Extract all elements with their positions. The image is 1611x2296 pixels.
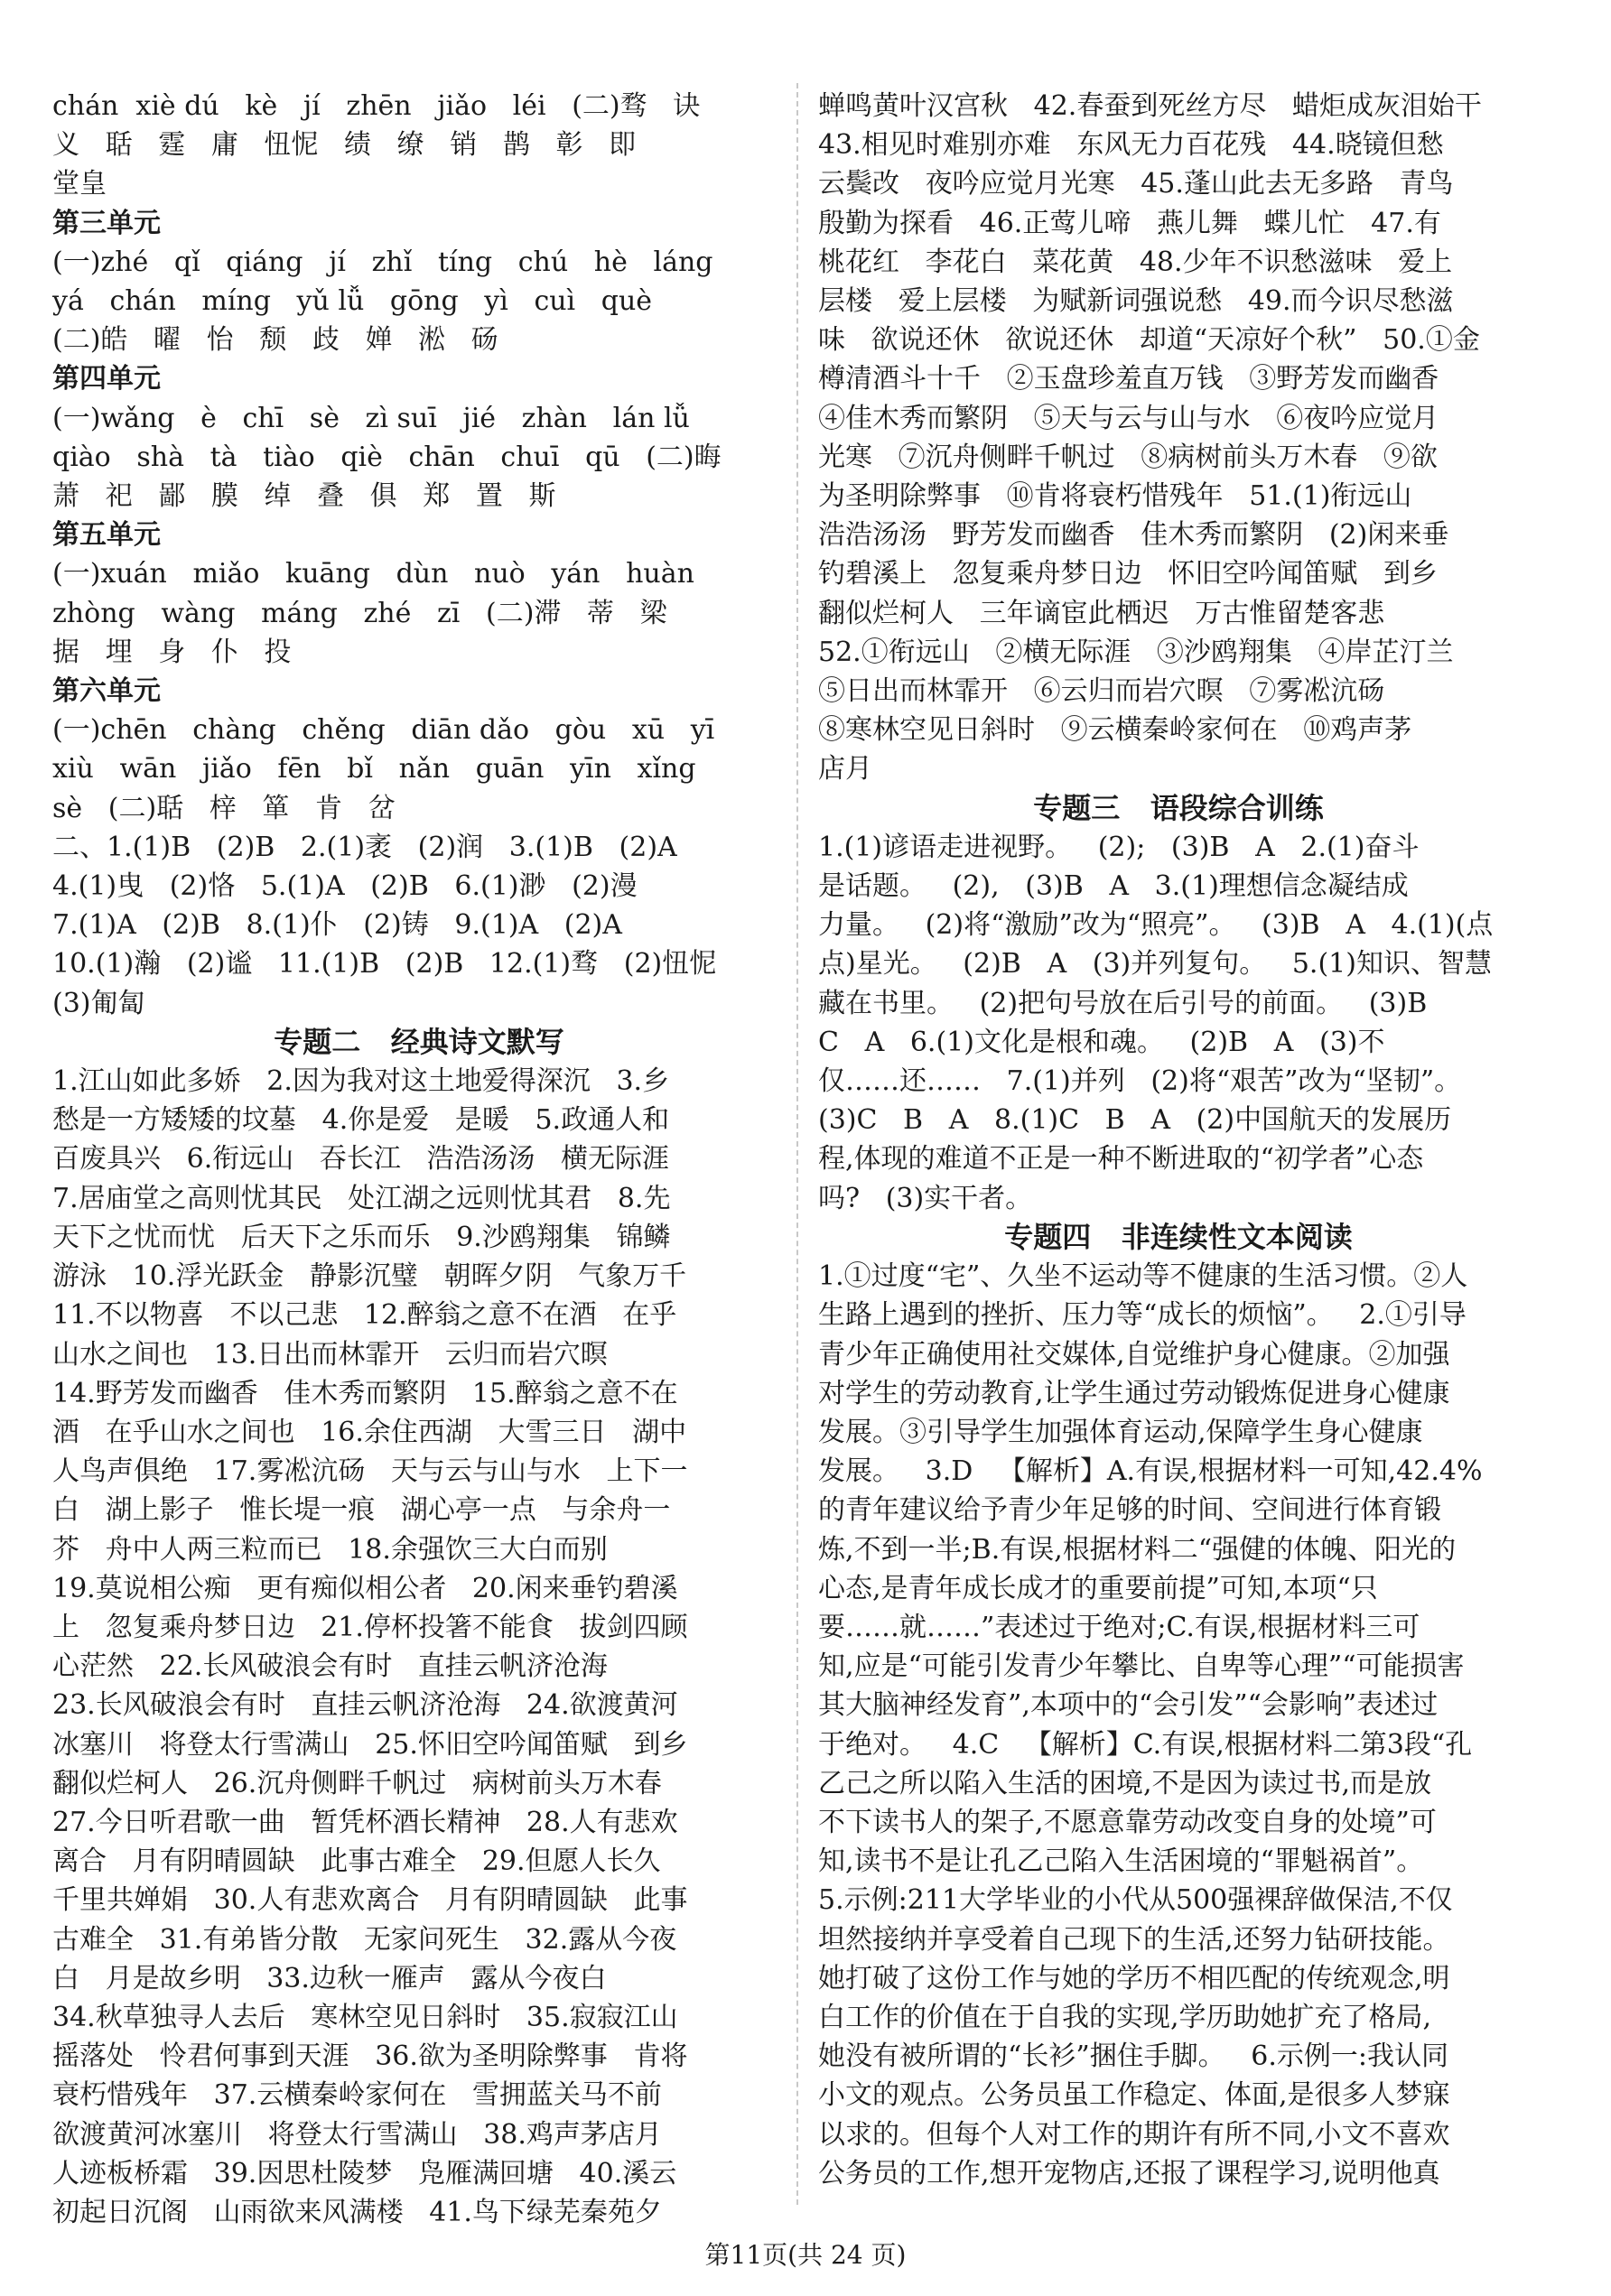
unit-heading: 第六单元 [52, 675, 161, 708]
answer-line: 11.不以物喜 不以己悲 12.醉翁之意不在酒 在乎 [52, 1299, 677, 1332]
unit-heading: 第四单元 [52, 363, 161, 395]
answer-line: 桃花红 李花白 菜花黄 48.少年不识愁滋味 爱上 [818, 246, 1453, 278]
answer-line: 坦然接纳并享受着自己现下的生活,还努力钻研技能。 [818, 1923, 1450, 1956]
section-title: 专题二 经典诗文默写 [274, 1024, 564, 1059]
section-title: 专题四 非连续性文本阅读 [1004, 1219, 1353, 1254]
answer-line: 云鬓改 夜吟应觉月光寒 45.蓬山此去无多路 青鸟 [818, 168, 1454, 200]
answer-line: (一)chēn chàng chěng diān dǎo gòu xū yī [52, 714, 715, 747]
answer-line: 于绝对。 4.C 【解析】C.有误,根据材料二第3段“孔 [818, 1728, 1473, 1761]
answer-line: 初起日沉阁 山雨欲来风满楼 41.鸟下绿芜秦苑夕 [52, 2196, 662, 2228]
answer-line: 对学生的劳动教育,让学生通过劳动锻炼促进身心健康 [818, 1377, 1450, 1409]
answer-line: zhòng wàng máng zhé zī (二)滞 蒂 梁 [52, 597, 667, 629]
answer-line: 白工作的价值在于自我的实现,学历助她扩充了格局, [818, 2001, 1432, 2033]
answer-line: 千里共婵娟 30.人有悲欢离合 月有阴晴圆缺 此事 [52, 1884, 688, 1917]
answer-line: (3)匍匐 [52, 987, 145, 1019]
answer-line: 义 聒 霆 庸 忸怩 绩 缭 销 鹊 彰 即 [52, 129, 637, 162]
answer-line: 为圣明除弊事 ⑩肯将衰朽惜残年 51.(1)衔远山 [818, 480, 1412, 513]
answer-line: ④佳木秀而繁阴 ⑤天与云与山与水 ⑥夜吟应觉月 [818, 402, 1439, 434]
answer-line: 芥 舟中人两三粒而已 18.余强饮三大白而别 [52, 1533, 608, 1566]
answer-line: 43.相见时难别亦难 东风无力百花残 44.晓镜但愁 [818, 129, 1444, 162]
answer-line: 青少年正确使用社交媒体,自觉维护身心健康。②加强 [818, 1338, 1450, 1371]
answer-line: 层楼 爱上层楼 为赋新词强说愁 49.而今识尽愁滋 [818, 285, 1454, 318]
answer-line: 上 忽复乘舟梦日边 21.停杯投箸不能食 拔剑四顾 [52, 1611, 688, 1643]
answer-line: 公务员的工作,想开宠物店,还报了课程学习,说明他真 [818, 2157, 1440, 2189]
answer-line: 34.秋草独寻人去后 寒林空见日斜时 35.寂寂江山 [52, 2001, 678, 2033]
answer-line: 的青年建议给予青少年足够的时间、空间进行体育锻 [818, 1494, 1441, 1527]
answer-line: 古难全 31.有弟皆分散 无家问死生 32.露从今夜 [52, 1923, 677, 1956]
answer-line: 1.①过度“宅”、久坐不运动等不健康的生活习惯。②人 [818, 1260, 1468, 1293]
answer-line: 仅……还…… 7.(1)并列 (2)将“艰苦”改为“坚韧”。 [818, 1065, 1462, 1098]
answer-line: 炼,不到一半;B.有误,根据材料二“强健的体魄、阳光的 [818, 1533, 1457, 1566]
answer-line: 其大脑神经发育”,本项中的“会引发”“会影响”表述过 [818, 1689, 1439, 1722]
answer-line: 冰塞川 将登太行雪满山 25.怀旧空吟闻笛赋 到乡 [52, 1728, 688, 1761]
answer-line: ⑤日出而林霏开 ⑥云归而岩穴暝 ⑦雾凇沆砀 [818, 675, 1385, 708]
answer-line: (3)C B A 8.(1)C B A (2)中国航天的发展历 [818, 1104, 1452, 1137]
answer-line: 小文的观点。公务员虽工作稳定、体面,是很多人梦寐 [818, 2079, 1450, 2112]
answer-line: 樽清酒斗十千 ②玉盘珍羞直万钱 ③野芳发而幽香 [818, 363, 1439, 395]
answer-line: 店月 [818, 753, 872, 785]
answer-line: 据 埋 身 仆 投 [52, 636, 292, 668]
answer-line: 欲渡黄河冰塞川 将登太行雪满山 38.鸡声茅店月 [52, 2118, 662, 2151]
answer-line: yá chán míng yǔ lǚ gōng yì cuì què [52, 285, 653, 318]
answer-line: 1.江山如此多娇 2.因为我对这土地爱得深沉 3.乡 [52, 1065, 670, 1098]
answer-line: 翻似烂柯人 26.沉舟侧畔千帆过 病树前头万木春 [52, 1767, 662, 1799]
answer-line: chán xiè dú kè jí zhēn jiǎo léi (二)骛 诀 [52, 90, 701, 122]
answer-line: 发展。 3.D 【解析】A.有误,根据材料一可知,42.4% [818, 1455, 1483, 1488]
answer-line: 1.(1)谚语走进视野。 (2); (3)B A 2.(1)奋斗 [818, 831, 1420, 863]
answer-line: 愁是一方矮矮的坟墓 4.你是爱 是暖 5.政通人和 [52, 1104, 670, 1137]
answer-line: 酒 在乎山水之间也 16.余住西湖 大雪三日 湖中 [52, 1416, 687, 1448]
answer-line: 不下读书人的架子,不愿意靠劳动改变自身的处境”可 [818, 1806, 1437, 1838]
answer-line: (二)皓 曜 怡 颓 歧 婵 淞 砀 [52, 324, 498, 357]
answer-line: 天下之忧而忧 后天下之乐而乐 9.沙鸥翔集 锦鳞 [52, 1221, 671, 1253]
answer-line: 浩浩汤汤 野芳发而幽香 佳木秀而繁阴 (2)闲来垂 [818, 519, 1449, 552]
answer-line: 她没有被所谓的“长衫”捆住手脚。 6.示例一:我认同 [818, 2040, 1449, 2073]
answer-line: 翻似烂柯人 三年谪宦此栖迟 万古惟留楚客悲 [818, 597, 1385, 629]
answer-line: 光寒 ⑦沉舟侧畔千帆过 ⑧病树前头万木春 ⑨欲 [818, 441, 1438, 473]
answer-line: 是话题。 (2), (3)B A 3.(1)理想信念凝结成 [818, 870, 1409, 903]
answer-line: 10.(1)瀚 (2)谧 11.(1)B (2)B 12.(1)骛 (2)忸怩 [52, 948, 717, 981]
answer-line: 白 月是故乡明 33.边秋一雁声 露从今夜白 [52, 1962, 607, 1994]
answer-line: 乙己之所以陷入生活的困境,不是因为读过书,而是放 [818, 1767, 1432, 1799]
answer-line: 知,应是“可能引发青少年攀比、自卑等心理”“可能损害 [818, 1650, 1465, 1683]
answer-line: 程,体现的难道不正是一种不断进取的“初学者”心态 [818, 1143, 1424, 1176]
answer-line: 27.今日听君歌一曲 暂凭杯酒长精神 28.人有悲欢 [52, 1806, 678, 1838]
answer-line: 5.示例:211大学毕业的小代从500强裸辞做保洁,不仅 [818, 1884, 1453, 1917]
answer-line: 知,读书不是让孔乙己陷入生活困境的“罪魁祸首”。 [818, 1845, 1424, 1878]
answer-line: 人迹板桥霜 39.因思杜陵梦 凫雁满回塘 40.溪云 [52, 2157, 677, 2189]
answer-line: 堂皇 [52, 168, 107, 200]
right-column [818, 87, 1539, 2193]
page-footer: 第11页(共 24 页) [704, 2240, 907, 2270]
answer-line: 钓碧溪上 忽复乘舟梦日边 怀旧空吟闻笛赋 到乡 [818, 558, 1438, 590]
answer-line: 14.野芳发而幽香 佳木秀而繁阴 15.醉翁之意不在 [52, 1377, 678, 1409]
answer-line: 4.(1)曳 (2)恪 5.(1)A (2)B 6.(1)渺 (2)漫 [52, 870, 638, 903]
answer-line: 藏在书里。 (2)把句号放在后引号的前面。 (3)B [818, 987, 1428, 1019]
answer-line: 心态,是青年成长成才的重要前提”可知,本项“只 [818, 1572, 1378, 1604]
answer-line: 人鸟声俱绝 17.雾凇沆砀 天与云与山与水 上下一 [52, 1455, 688, 1488]
answer-line: ⑧寒林空见日斜时 ⑨云横秦岭家何在 ⑩鸡声茅 [818, 714, 1412, 747]
answer-line: 百废具兴 6.衔远山 吞长江 浩浩汤汤 横无际涯 [52, 1143, 670, 1176]
answer-line: 蝉鸣黄叶汉宫秋 42.春蚕到死丝方尽 蜡炬成灰泪始干 [818, 90, 1482, 122]
answer-line: (一)wǎng è chī sè zì suī jié zhàn lán lǚ [52, 402, 690, 434]
answer-line: 二、1.(1)B (2)B 2.(1)袤 (2)润 3.(1)B (2)A [52, 831, 677, 863]
answer-line: 白 湖上影子 惟长堤一痕 湖心亭一点 与余舟一 [52, 1494, 671, 1527]
answer-line: 7.居庙堂之高则忧其民 处江湖之远则忧其君 8.先 [52, 1182, 671, 1214]
answer-line: 殷勤为探看 46.正莺儿啼 燕儿舞 蝶儿忙 47.有 [818, 207, 1441, 239]
answer-line: 要……就……”表述过于绝对;C.有误,根据材料三可 [818, 1611, 1420, 1643]
answer-line: 23.长风破浪会有时 直挂云帆济沧海 24.欲渡黄河 [52, 1689, 678, 1722]
answer-line: 摇落处 怜君何事到天涯 36.欲为圣明除弊事 肯将 [52, 2040, 688, 2073]
answer-line: 19.莫说相公痴 更有痴似相公者 20.闲来垂钓碧溪 [52, 1572, 678, 1604]
answer-line: 味 欲说还休 欲说还休 却道“天凉好个秋” 50.①金 [818, 324, 1480, 357]
answer-line: 7.(1)A (2)B 8.(1)仆 (2)铸 9.(1)A (2)A [52, 909, 622, 942]
unit-heading: 第五单元 [52, 519, 161, 552]
column-divider [796, 83, 798, 2205]
answer-line: 她打破了这份工作与她的学历不相匹配的传统观念,明 [818, 1962, 1450, 1994]
section-title: 专题三 语段综合训练 [1033, 790, 1324, 825]
left-column [52, 87, 786, 2232]
answer-line: 山水之间也 13.日出而林霏开 云归而岩穴暝 [52, 1338, 608, 1371]
answer-line: 力量。 (2)将“激励”改为“照亮”。 (3)B A 4.(1)(点 [818, 909, 1494, 942]
unit-heading: 第三单元 [52, 207, 161, 239]
answer-line: 吗? (3)实干者。 [818, 1182, 1033, 1214]
answer-line: 心茫然 22.长风破浪会有时 直挂云帆济沧海 [52, 1650, 608, 1683]
answer-line: qiào shà tà tiào qiè chān chuī qū (二)晦 [52, 441, 722, 473]
answer-line: (一)xuán miǎo kuāng dùn nuò yán huàn [52, 558, 694, 590]
answer-line: 萧 祀 鄙 膜 绰 叠 俱 郑 置 斯 [52, 480, 556, 513]
answer-line: 52.①衔远山 ②横无际涯 ③沙鸥翔集 ④岸芷汀兰 [818, 636, 1454, 668]
answer-line: xiù wān jiǎo fēn bǐ nǎn guān yīn xǐng [52, 753, 696, 785]
answer-line: 衰朽惜残年 37.云横秦岭家何在 雪拥蓝关马不前 [52, 2079, 662, 2112]
answer-line: 发展。③引导学生加强体育运动,保障学生身心健康 [818, 1416, 1423, 1448]
answer-line: 以求的。但每个人对工作的期许有所不同,小文不喜欢 [818, 2118, 1450, 2151]
answer-line: 离合 月有阴晴圆缺 此事古难全 29.但愿人长久 [52, 1845, 661, 1878]
answer-line: sè (二)聒 梓 箪 肯 岔 [52, 792, 396, 824]
answer-line: 点)星光。 (2)B A (3)并列复句。 5.(1)知识、智慧 [818, 948, 1492, 981]
answer-line: (一)zhé qǐ qiáng jí zhǐ tíng chú hè láng [52, 246, 713, 278]
answer-line: 生路上遇到的挫折、压力等“成长的烦恼”。 2.①引导 [818, 1299, 1467, 1332]
answer-line: 游泳 10.浮光跃金 静影沉璧 朝晖夕阴 气象万千 [52, 1260, 687, 1293]
answer-line: C A 6.(1)文化是根和魂。 (2)B A (3)不 [818, 1026, 1385, 1058]
